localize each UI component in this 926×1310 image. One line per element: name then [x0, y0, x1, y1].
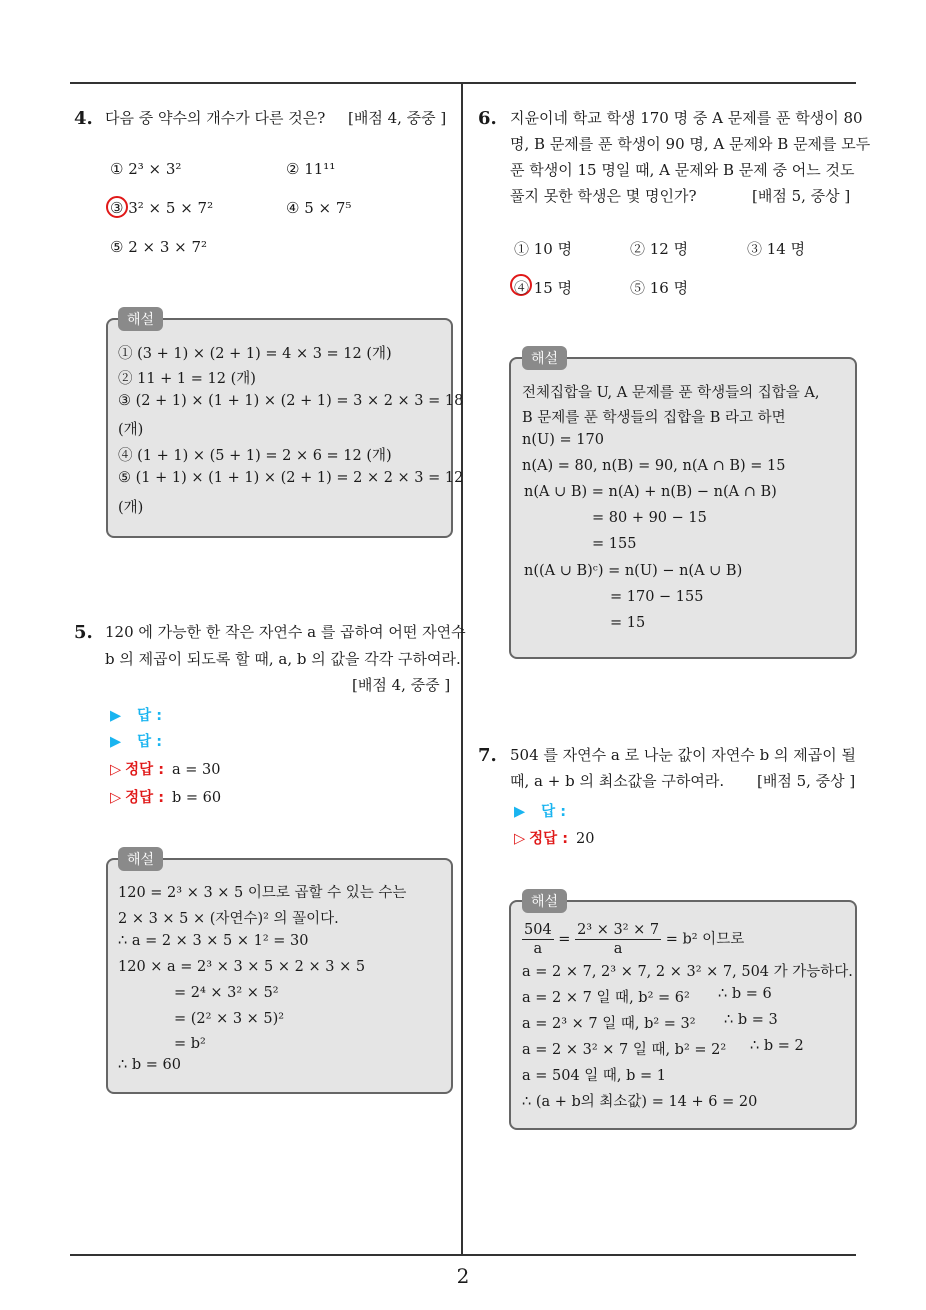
q6-solution-tag: 해설	[522, 346, 567, 370]
correct-label: 정답 :	[125, 762, 165, 778]
q7-sol-fraction-line	[522, 921, 744, 958]
q6-text-line: 푼 학생이 15 명일 때, A 문제와 B 문제 중 어느 것도	[510, 161, 855, 179]
q5-sol-line: ∴ b = 60	[118, 1057, 181, 1073]
correct-label: 정답 :	[125, 790, 165, 806]
q6-choice-4[interactable]: ④ 15 명	[514, 279, 573, 297]
q5-sol-line: 2 × 3 × 5 × (자연수)² 의 꼴이다.	[118, 911, 339, 927]
q7-text-line1: 504 를 자연수 a 로 나눈 값이 자연수 b 의 제곱이 될	[510, 746, 856, 764]
q7-sol-line: a = 2 × 3² × 7 일 때, b² = 2²	[522, 1042, 727, 1058]
numerator: 2³ × 3² × 7	[577, 922, 660, 938]
q4-choice-5[interactable]: ⑤ 2 × 3 × 7²	[110, 238, 208, 256]
q7-answer-field[interactable]	[514, 800, 566, 821]
q6-sol-line: = 15	[610, 615, 646, 631]
page-number: 2	[456, 1264, 470, 1288]
q5-sol-line: 120 × a = 2³ × 3 × 5 × 2 × 3 × 5	[118, 959, 366, 975]
q7-number: 7.	[478, 745, 497, 766]
q6-sol-line: n((A ∪ B)ᶜ) = n(U) − n(A ∪ B)	[524, 563, 743, 579]
q7-sol-line: a = 504 일 때, b = 1	[522, 1068, 667, 1084]
correct-value: 20	[576, 831, 595, 847]
column-divider	[461, 84, 463, 1256]
q4-sol-line: ② 11 + 1 = 12 (개)	[118, 371, 256, 387]
q4-text: 다음 중 약수의 개수가 다른 것은?	[105, 109, 326, 127]
q6-solution-box	[509, 357, 857, 659]
q7-correct	[514, 827, 594, 848]
q6-sol-line: n(U) = 170	[522, 432, 604, 448]
q4-meta: [배점 4, 중중 ]	[348, 109, 447, 127]
q5-sol-line: ∴ a = 2 × 3 × 5 × 1² = 30	[118, 933, 309, 949]
q7-meta: [배점 5, 중상 ]	[757, 772, 856, 790]
q6-choice-5[interactable]: ⑤ 16 명	[630, 279, 689, 297]
q6-choice-2[interactable]: ② 12 명	[630, 240, 689, 258]
q5-text-line1: 120 에 가능한 한 작은 자연수 a 를 곱하여 어떤 자연수	[105, 623, 466, 641]
q6-choice-1[interactable]: ① 10 명	[514, 240, 573, 258]
play-arrow-icon: ▶	[110, 734, 122, 750]
q6-meta: [배점 5, 중상 ]	[752, 187, 851, 205]
q6-choice-3[interactable]: ③ 14 명	[747, 240, 806, 258]
q7-sol-line: a = 2 × 7, 2³ × 7, 2 × 3² × 7, 504 가 가능하다.	[522, 964, 853, 980]
q7-sol-line: a = 2 × 7 일 때, b² = 6²	[522, 990, 690, 1006]
play-arrow-icon: ▶	[514, 804, 526, 820]
denominator: a	[613, 941, 623, 957]
q7-sol-line: ∴ b = 6	[718, 986, 772, 1002]
q6-sol-line: 전체집합을 U, A 문제를 푼 학생들의 집합을 A,	[522, 385, 820, 401]
q4-sol-line: ④ (1 + 1) × (5 + 1) = 2 × 6 = 12 (개)	[118, 448, 392, 464]
q6-sol-line: B 문제를 푼 학생들의 집합을 B 라고 하면	[522, 410, 786, 426]
q6-sol-line: = 170 − 155	[610, 589, 704, 605]
q6-number: 6.	[478, 108, 497, 129]
correct-value: b = 60	[172, 790, 222, 806]
denominator: a	[533, 941, 543, 957]
answer-label: 답 :	[541, 804, 567, 820]
q7-sol-line: ∴ b = 2	[750, 1038, 804, 1054]
q4-choice-4[interactable]: ④ 5 × 7⁵	[286, 199, 352, 217]
q5-answer-field-1[interactable]	[110, 704, 162, 725]
q7-sol-line: ∴ (a + b의 최소값) = 14 + 6 = 20	[522, 1094, 758, 1110]
q5-answer-field-2[interactable]	[110, 730, 162, 751]
fraction	[575, 921, 661, 958]
answer-label: 답 :	[137, 734, 163, 750]
equals: =	[558, 931, 576, 948]
top-rule	[70, 82, 856, 84]
q5-sol-line: = (2² × 3 × 5)²	[174, 1011, 285, 1027]
bottom-rule	[70, 1254, 856, 1256]
q7-solution-tag: 해설	[522, 889, 567, 913]
q4-choice-3[interactable]: ③ 3² × 5 × 7²	[110, 199, 214, 217]
q4-sol-line: ① (3 + 1) × (2 + 1) = 4 × 3 = 12 (개)	[118, 346, 392, 362]
q6-text-line: 명, B 문제를 푼 학생이 90 명, A 문제와 B 문제를 모두	[510, 135, 871, 153]
q6-sol-line: n(A) = 80, n(B) = 90, n(A ∩ B) = 15	[522, 458, 786, 474]
q5-meta: [배점 4, 중중 ]	[352, 676, 451, 694]
q5-sol-line: = 2⁴ × 3² × 5²	[174, 985, 279, 1001]
q5-number: 5.	[74, 622, 93, 643]
q6-text-line: 지윤이네 학교 학생 170 명 중 A 문제를 푼 학생이 80	[510, 109, 863, 127]
q5-sol-line: 120 = 2³ × 3 × 5 이므로 곱할 수 있는 수는	[118, 885, 407, 901]
numerator: 504	[524, 922, 552, 938]
q6-sol-line: = 155	[592, 536, 637, 552]
q7-text-line2: 때, a + b 의 최소값을 구하여라.	[510, 772, 725, 790]
q7-sol-line: ∴ b = 3	[724, 1012, 778, 1028]
sol-first-tail: = b² 이므로	[665, 931, 745, 948]
q4-sol-line: ⑤ (1 + 1) × (1 + 1) × (2 + 1) = 2 × 2 × 3 = 12	[118, 470, 464, 486]
correct-label: 정답 :	[529, 831, 569, 847]
q4-choice-1[interactable]: ① 2³ × 3²	[110, 160, 182, 178]
q5-text-line2: b 의 제곱이 되도록 할 때, a, b 의 값을 각각 구하여라.	[105, 650, 461, 668]
q4-number: 4.	[74, 108, 93, 129]
fraction	[522, 921, 554, 958]
outline-arrow-icon: ▷	[110, 762, 122, 778]
q5-correct-1	[110, 758, 221, 779]
q4-sol-line: ③ (2 + 1) × (1 + 1) × (2 + 1) = 3 × 2 × 3 = 18	[118, 393, 464, 409]
q6-text-line: 풀지 못한 학생은 몇 명인가?	[510, 187, 697, 205]
q6-sol-line: = 80 + 90 − 15	[592, 510, 707, 526]
correct-value: a = 30	[172, 762, 221, 778]
q4-sol-line: (개)	[118, 500, 144, 516]
q5-solution-tag: 해설	[118, 847, 163, 871]
q4-solution-tag: 해설	[118, 307, 163, 331]
q7-sol-line: a = 2³ × 7 일 때, b² = 3²	[522, 1016, 696, 1032]
q5-correct-2	[110, 786, 221, 807]
play-arrow-icon: ▶	[110, 708, 122, 724]
q4-choice-2[interactable]: ② 11¹¹	[286, 160, 336, 178]
q4-sol-line: (개)	[118, 422, 144, 438]
answer-label: 답 :	[137, 708, 163, 724]
outline-arrow-icon: ▷	[110, 790, 122, 806]
q6-sol-line: n(A ∪ B) = n(A) + n(B) − n(A ∩ B)	[524, 484, 777, 500]
q5-sol-line: = b²	[174, 1036, 206, 1052]
outline-arrow-icon: ▷	[514, 831, 526, 847]
